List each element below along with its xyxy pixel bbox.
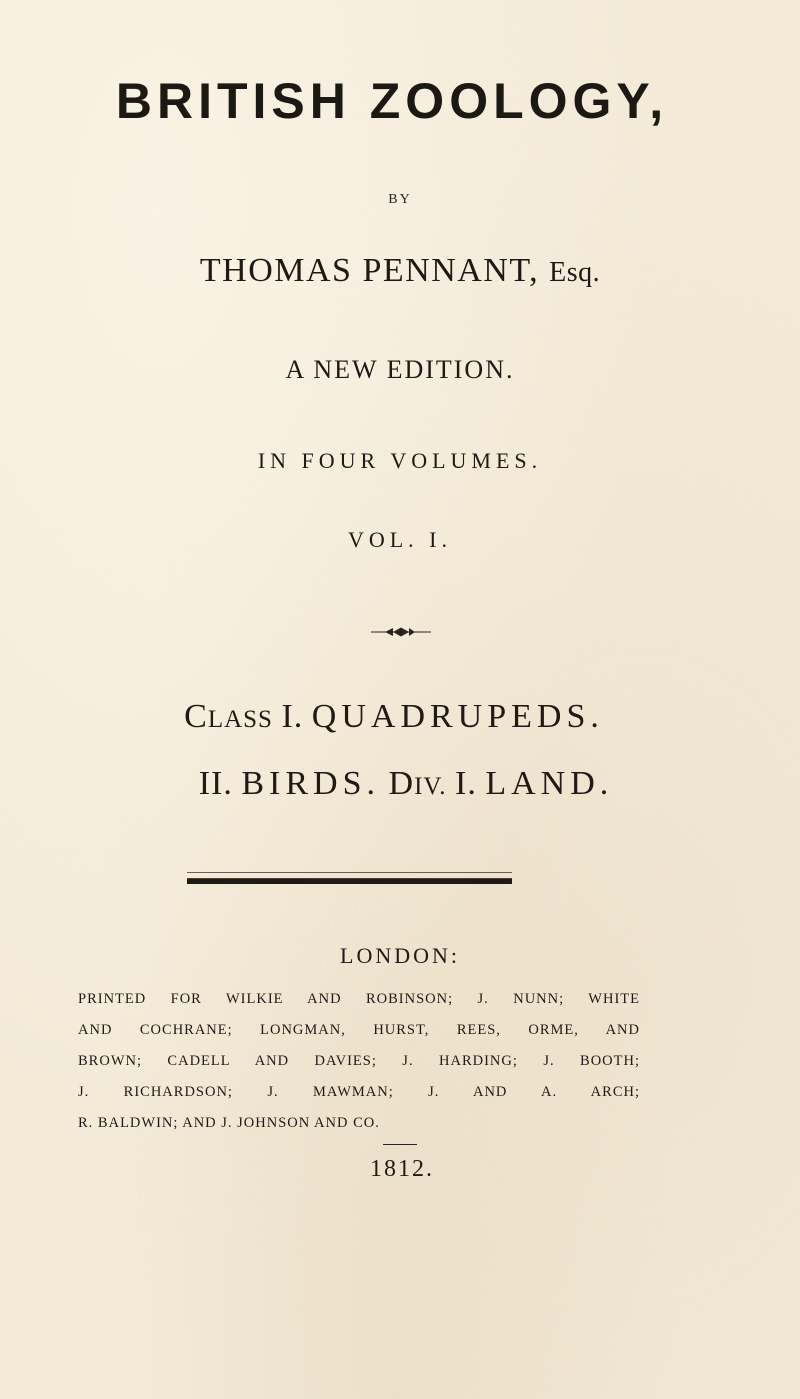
class2-subject: BIRDS. (241, 765, 381, 802)
imprint-line: R. BALDWIN; AND J. JOHNSON AND CO. (78, 1115, 380, 1131)
class-line-quadrupeds (0, 698, 794, 736)
imprint-line: PRINTED FOR WILKIE AND ROBINSON; J. NUNN; WHITE (78, 991, 640, 1007)
author-line (0, 252, 800, 290)
author-suffix: Esq. (549, 257, 601, 288)
div-numeral: I. (455, 765, 477, 802)
by-line: BY (388, 192, 412, 207)
div-subject: LAND. (485, 765, 614, 802)
class-rest: LASS (207, 706, 273, 733)
double-rule-thin (187, 872, 512, 873)
publication-year: 1812. (370, 1156, 434, 1182)
double-rule-thick (187, 878, 512, 884)
class-numeral: I. (281, 698, 304, 735)
class-initial: C (184, 698, 208, 735)
book-title: BRITISH ZOOLOGY, (115, 73, 669, 129)
class-line-birds (6, 765, 800, 803)
ornament-divider-icon (371, 625, 431, 639)
edition-line: A NEW EDITION. (285, 355, 515, 384)
imprint-line: BROWN; CADELL AND DAVIES; J. HARDING; J. BOOTH; (78, 1053, 640, 1069)
class-subject: QUADRUPEDS. (311, 698, 604, 735)
imprint-city: LONDON: (340, 943, 460, 968)
volume-number: VOL. I. (347, 527, 453, 552)
class2-numeral: II. (198, 765, 233, 802)
volumes-line: IN FOUR VOLUMES. (257, 448, 543, 473)
div-initial: D (388, 765, 415, 802)
author-name: THOMAS PENNANT, (199, 252, 540, 289)
imprint-line: J. RICHARDSON; J. MAWMAN; J. AND A. ARCH; (78, 1084, 640, 1100)
div-rest: IV. (414, 773, 447, 800)
short-rule (383, 1144, 417, 1145)
imprint-line: AND COCHRANE; LONGMAN, HURST, REES, ORME, AND (78, 1022, 640, 1038)
